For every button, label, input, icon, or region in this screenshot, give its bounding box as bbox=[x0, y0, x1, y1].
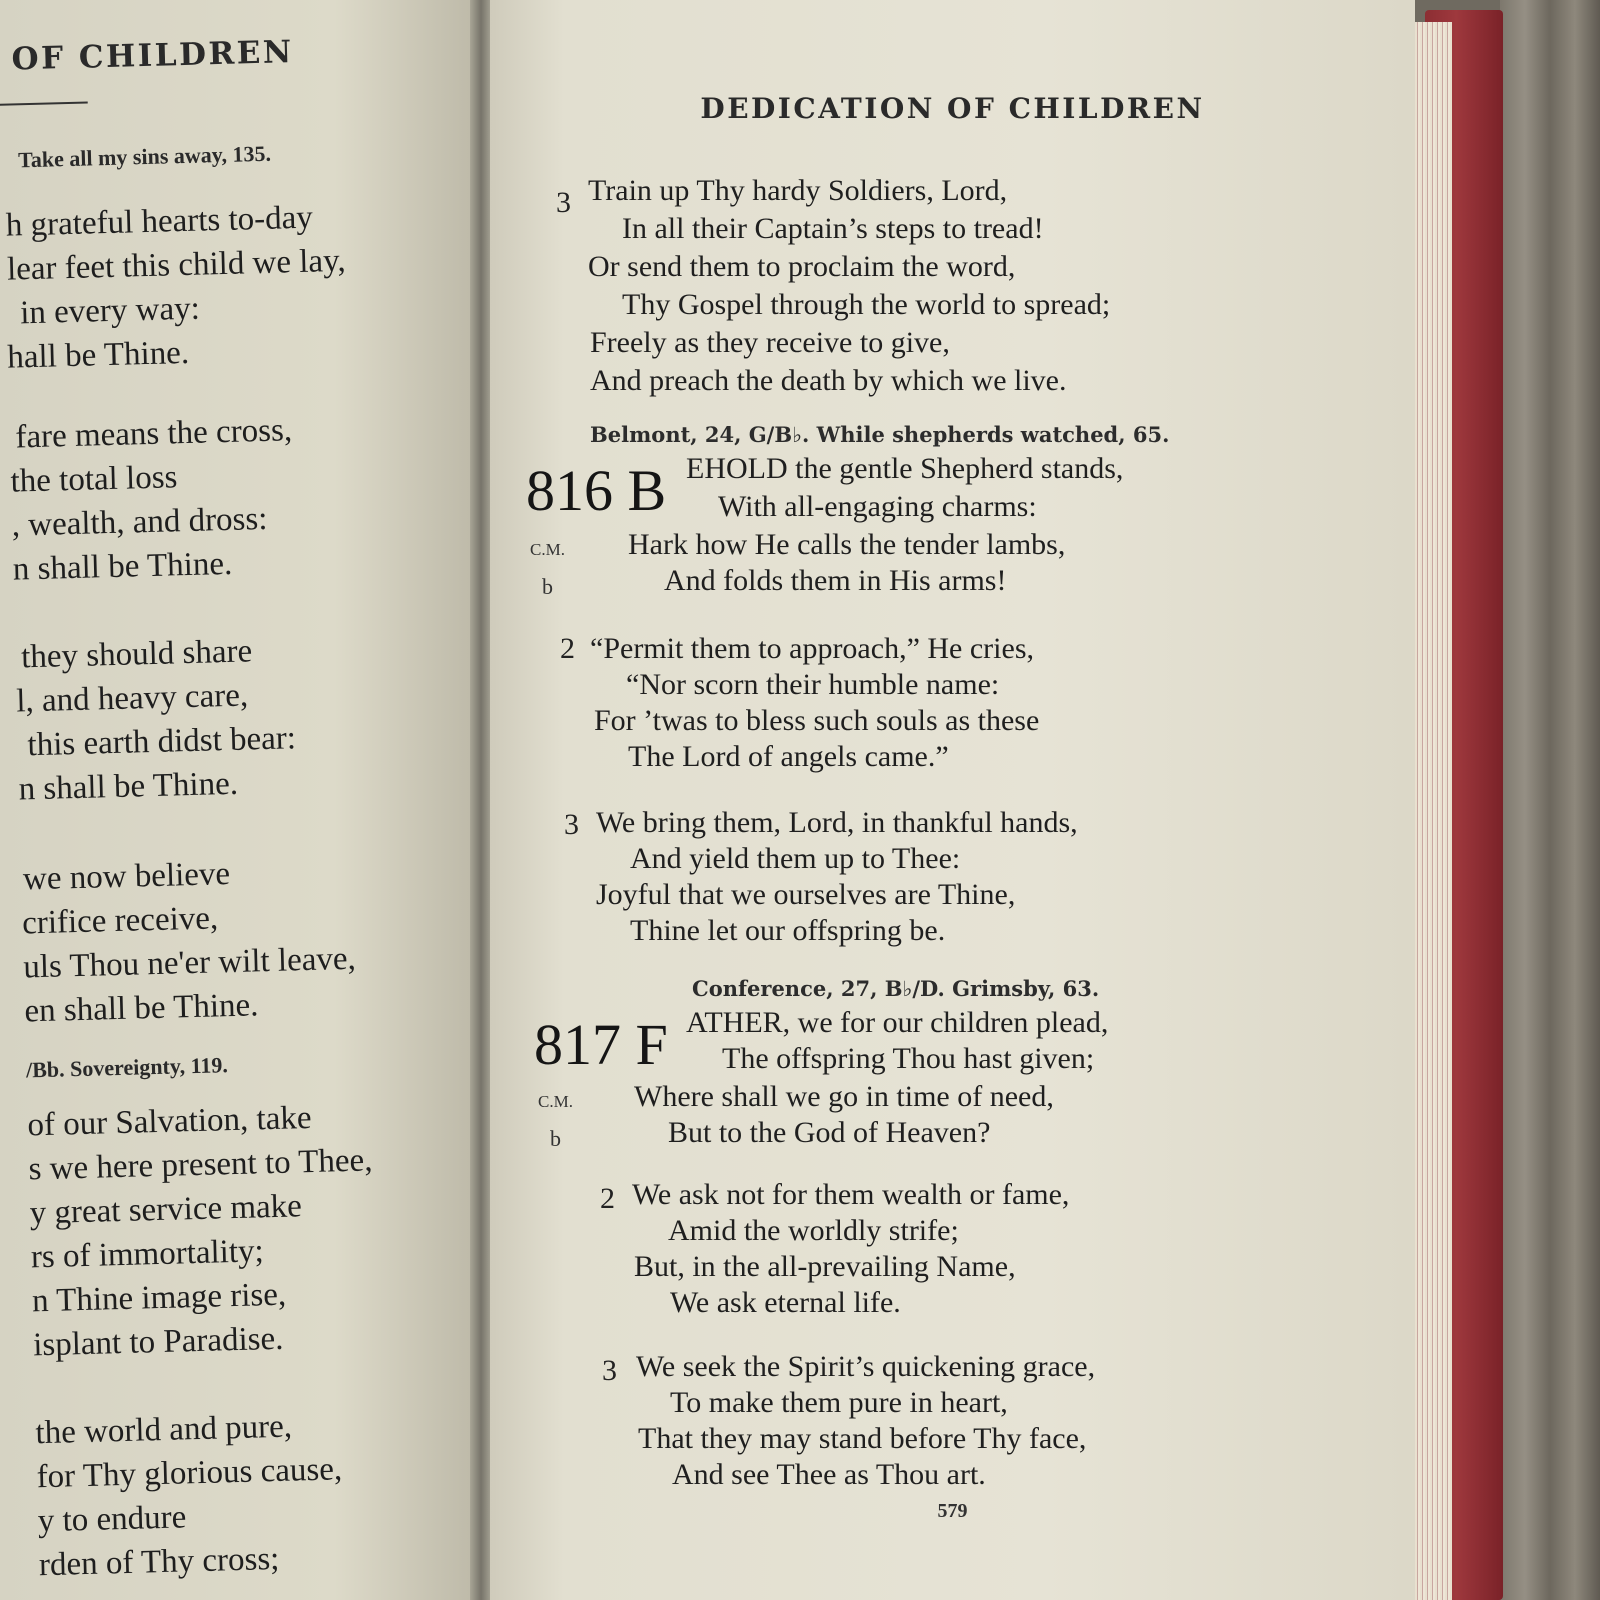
verse-line: hall be Thine. bbox=[6, 334, 190, 376]
book-gutter bbox=[470, 0, 492, 1600]
verse-line: And yield them up to Thee: bbox=[630, 842, 961, 875]
left-page-text bbox=[0, 0, 478, 1599]
verse-line: But, in the all-prevailing Name, bbox=[634, 1250, 1016, 1283]
verse-line: in every way: bbox=[19, 290, 201, 332]
verse-line: , wealth, and dross: bbox=[11, 500, 268, 544]
verse-line: of our Salvation, take bbox=[27, 1099, 312, 1144]
tune-reference: Take all my sins away, 135. bbox=[17, 140, 272, 173]
verse-line: l, and heavy care, bbox=[15, 677, 249, 720]
verse-line: Thine let our offspring be. bbox=[630, 914, 946, 947]
verse-line: The offspring Thou hast given; bbox=[722, 1042, 1095, 1075]
verse-line: Thy Gospel through the world to spread; bbox=[622, 288, 1111, 321]
verse-line: this earth didst bear: bbox=[27, 720, 297, 764]
verse-line: Hark how He calls the tender lambs, bbox=[628, 528, 1066, 561]
verse-line: n shall be Thine. bbox=[18, 765, 239, 808]
verse-line: To make them pure in heart, bbox=[670, 1386, 1008, 1419]
verse-line: We seek the Spirit’s quickening grace, bbox=[636, 1350, 1096, 1383]
header-rule bbox=[0, 101, 88, 105]
verse-line: Where shall we go in time of need, bbox=[634, 1080, 1054, 1113]
page-header: DEDICATION OF CHILDREN bbox=[700, 92, 1205, 125]
verse-line: h grateful hearts to-day bbox=[5, 199, 314, 244]
tune-reference: /Bb. Sovereignty, 119. bbox=[25, 1052, 229, 1083]
verse-line: Or send them to proclaim the word, bbox=[588, 250, 1016, 283]
drop-cap: F bbox=[635, 1012, 668, 1077]
verse-line: But to the God of Heaven? bbox=[668, 1116, 991, 1149]
verse-line: fare means the cross, bbox=[14, 412, 293, 456]
verse-line: That they may stand before Thy face, bbox=[638, 1422, 1087, 1455]
verse-line: We ask eternal life. bbox=[670, 1286, 901, 1319]
verse-line: Amid the worldly strife; bbox=[668, 1214, 959, 1247]
verse-line: We ask not for them wealth or fame, bbox=[632, 1178, 1070, 1211]
verse-line: And preach the death by which we live. bbox=[590, 364, 1067, 397]
hymn-number-value: 816 bbox=[526, 458, 613, 523]
verse-line: they should share bbox=[20, 633, 253, 676]
verse-line: the world and pure, bbox=[35, 1408, 293, 1452]
verse-line: rs of immortality; bbox=[30, 1233, 265, 1276]
verse-line: the total loss bbox=[10, 459, 178, 500]
page-number: 579 bbox=[937, 1500, 968, 1522]
hymn-number bbox=[526, 458, 667, 523]
verse-line: we now believe bbox=[22, 856, 231, 898]
verse-number: 2 bbox=[560, 632, 575, 665]
verse-line: And folds them in His arms! bbox=[664, 564, 1007, 597]
verse-line: rden of Thy cross; bbox=[38, 1540, 280, 1584]
hymn-number bbox=[534, 1012, 668, 1077]
left-page bbox=[0, 0, 478, 1600]
key-mark: b bbox=[542, 574, 553, 599]
verse-number: 3 bbox=[556, 186, 571, 219]
verse-line: n Thine image rise, bbox=[31, 1276, 287, 1320]
verse-line: ATHER, we for our children plead, bbox=[686, 1006, 1109, 1039]
verse-line: for Thy glorious cause, bbox=[36, 1451, 343, 1496]
meter-label: C.M. bbox=[530, 540, 565, 559]
tune-reference: Belmont, 24, G/B♭. While shepherds watched, 65. bbox=[590, 422, 1170, 447]
verse-number: 3 bbox=[602, 1354, 617, 1387]
verse-line: And see Thee as Thou art. bbox=[672, 1458, 986, 1491]
drop-cap: B bbox=[627, 458, 667, 523]
verse-line: “Permit them to approach,” He cries, bbox=[590, 632, 1034, 665]
tune-reference: Conference, 27, B♭/D. Grimsby, 63. bbox=[692, 976, 1100, 1001]
verse-line: en shall be Thine. bbox=[24, 987, 259, 1030]
verse-line: Train up Thy hardy Soldiers, Lord, bbox=[588, 174, 1008, 207]
verse-line: The Lord of angels came.” bbox=[628, 740, 949, 773]
verse-line: y to endure bbox=[37, 1499, 187, 1540]
verse-line: Joyful that we ourselves are Thine, bbox=[596, 878, 1016, 911]
verse-line: crifice receive, bbox=[21, 900, 219, 942]
verse-line: y great service make bbox=[29, 1188, 303, 1232]
verse-line: lear feet this child we lay, bbox=[6, 242, 347, 288]
verse-line: EHOLD the gentle Shepherd stands, bbox=[686, 452, 1124, 485]
hymn-number-value: 817 bbox=[534, 1012, 621, 1077]
verse-line: Freely as they receive to give, bbox=[590, 326, 950, 359]
verse-line: In all their Captain’s steps to tread! bbox=[622, 212, 1044, 245]
table-surface bbox=[1500, 0, 1600, 1600]
verse-line: s we here present to Thee, bbox=[28, 1142, 373, 1188]
verse-number: 3 bbox=[564, 808, 579, 841]
verse-line: n shall be Thine. bbox=[12, 545, 233, 588]
meter-label: C.M. bbox=[538, 1092, 573, 1111]
right-page bbox=[490, 0, 1415, 1600]
page-edges bbox=[1410, 22, 1452, 1600]
verse-number: 2 bbox=[600, 1182, 615, 1215]
verse-line: uls Thou ne'er wilt leave, bbox=[22, 940, 357, 986]
left-header: OF CHILDREN bbox=[11, 34, 295, 78]
verse-line: We bring them, Lord, in thankful hands, bbox=[596, 806, 1078, 839]
verse-line: With all-engaging charms: bbox=[718, 490, 1037, 523]
verse-line: For ’twas to bless such souls as these bbox=[594, 704, 1040, 737]
verse-line: “Nor scorn their humble name: bbox=[626, 668, 1000, 701]
verse-line: isplant to Paradise. bbox=[32, 1320, 284, 1364]
key-mark: b bbox=[550, 1126, 561, 1151]
